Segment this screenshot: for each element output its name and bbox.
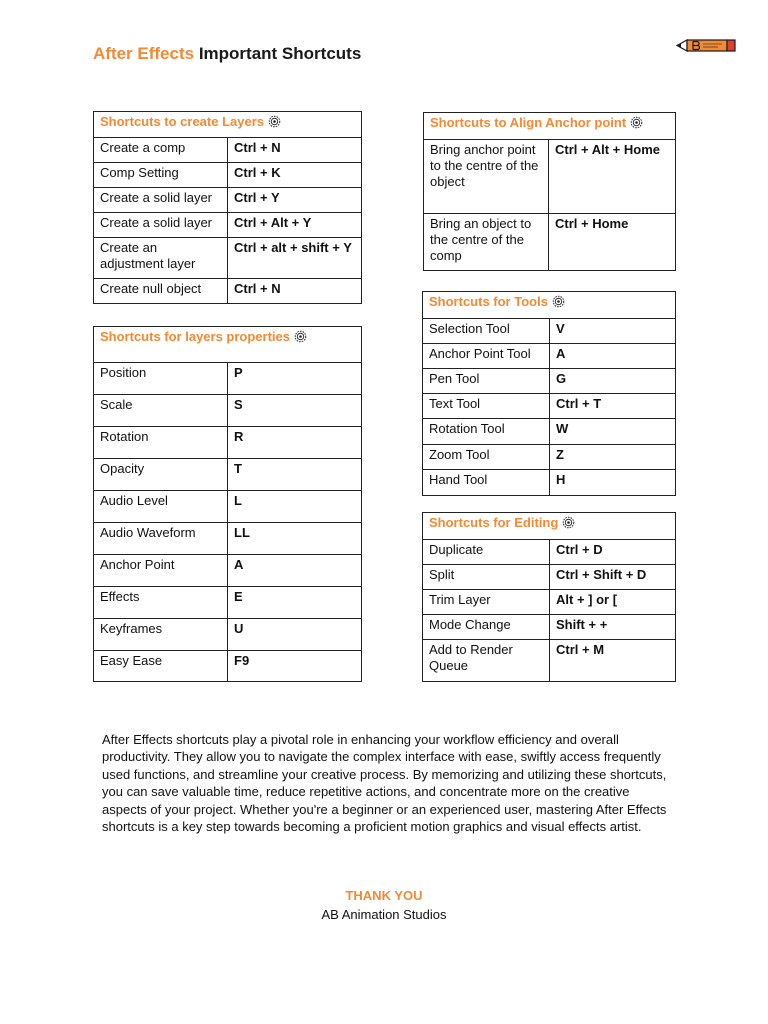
gear-icon (630, 116, 643, 129)
table-heading: Shortcuts for Tools (423, 292, 676, 319)
tools-shortcut-table (422, 291, 676, 496)
gear-icon (562, 516, 575, 529)
shortcut-label: Split (423, 565, 550, 590)
shortcut-key: W (550, 419, 676, 445)
shortcut-label: Create null object (94, 279, 228, 304)
shortcut-label: Rotation (94, 427, 228, 459)
shortcut-label: Duplicate (423, 540, 550, 565)
shortcut-label: Effects (94, 587, 228, 619)
table-heading: Shortcuts to Align Anchor point (424, 113, 676, 140)
description-paragraph: After Effects shortcuts play a pivotal role in enhancing your workflow efficiency and overall productivity. They allow you to navigate the complex interface with ease, swiftly access frequently used functions, and streamline your creative process. By memorizing and utilizing these shortcuts, you can save valuable time, reduce repetitive actions, and concentrate more on the creative aspects of your project. Whether you're a beginner or an experienced user, mastering After Effects shortcuts is a key step towards becoming a proficient motion graphics and visual effects artist. (102, 732, 667, 835)
thank-you-heading: THANK YOU (345, 888, 423, 903)
shortcut-key: Ctrl + N (228, 279, 362, 304)
shortcut-key: Ctrl + Home (549, 214, 676, 271)
shortcut-key: Ctrl + D (550, 540, 676, 565)
shortcut-key: Ctrl + T (550, 394, 676, 419)
studio-name: AB Animation Studios (321, 907, 447, 922)
shortcut-key: S (228, 395, 362, 427)
shortcut-key: P (228, 363, 362, 395)
shortcut-key: F9 (228, 651, 362, 682)
gear-icon (268, 115, 281, 128)
shortcut-key: Ctrl + Alt + Y (228, 213, 362, 238)
shortcut-key: Ctrl + M (550, 640, 676, 682)
title-rest: Important Shortcuts (198, 44, 362, 63)
shortcut-key: L (228, 491, 362, 523)
shortcut-label: Anchor Point (94, 555, 228, 587)
anchor-shortcut-table (423, 112, 676, 271)
shortcut-label: Zoom Tool (423, 445, 550, 470)
shortcut-label: Easy Ease (94, 651, 228, 682)
shortcut-label: Create a solid layer (94, 213, 228, 238)
shortcut-key: Ctrl + N (228, 138, 362, 163)
editing-shortcut-table (422, 512, 676, 682)
shortcut-key: G (550, 369, 676, 394)
shortcut-key: H (550, 470, 676, 496)
table-heading: Shortcuts to create Layers (94, 112, 362, 138)
shortcut-label: Text Tool (423, 394, 550, 419)
shortcut-key: LL (228, 523, 362, 555)
shortcut-label: Selection Tool (423, 319, 550, 344)
shortcut-key: A (228, 555, 362, 587)
shortcut-label: Create a solid layer (94, 188, 228, 213)
shortcut-key: Z (550, 445, 676, 470)
gear-icon (294, 330, 307, 343)
shortcut-key: T (228, 459, 362, 491)
table-heading: Shortcuts for layers properties (94, 327, 362, 363)
shortcut-label: Add to Render Queue (423, 640, 550, 682)
shortcut-label: Mode Change (423, 615, 550, 640)
title-accent: After Effects (93, 44, 195, 63)
shortcut-label: Rotation Tool (423, 419, 550, 445)
shortcut-label: Scale (94, 395, 228, 427)
shortcut-label: Create an adjustment layer (94, 238, 228, 279)
layers-shortcut-table (93, 111, 362, 304)
shortcut-key: V (550, 319, 676, 344)
shortcut-key: Ctrl + Y (228, 188, 362, 213)
shortcut-key: E (228, 587, 362, 619)
shortcut-label: Keyframes (94, 619, 228, 651)
shortcut-label: Hand Tool (423, 470, 550, 496)
gear-icon (552, 295, 565, 308)
shortcut-label: Audio Waveform (94, 523, 228, 555)
shortcut-label: Bring anchor point to the centre of the object (424, 140, 549, 214)
shortcut-key: U (228, 619, 362, 651)
shortcut-key: R (228, 427, 362, 459)
shortcut-key: Ctrl + Shift + D (550, 565, 676, 590)
shortcut-key: Ctrl + K (228, 163, 362, 188)
shortcut-label: Comp Setting (94, 163, 228, 188)
shortcut-label: Opacity (94, 459, 228, 491)
shortcut-key: Alt + ] or [ (550, 590, 676, 615)
shortcut-key: A (550, 344, 676, 369)
shortcut-label: Position (94, 363, 228, 395)
shortcut-label: Trim Layer (423, 590, 550, 615)
pencil-logo-icon (676, 38, 736, 53)
shortcut-key: Shift + + (550, 615, 676, 640)
shortcut-label: Anchor Point Tool (423, 344, 550, 369)
table-heading: Shortcuts for Editing (423, 513, 676, 540)
shortcut-label: Pen Tool (423, 369, 550, 394)
shortcut-label: Bring an object to the centre of the comp (424, 214, 549, 271)
shortcut-label: Audio Level (94, 491, 228, 523)
page-title (93, 44, 361, 64)
shortcut-key: Ctrl + Alt + Home (549, 140, 676, 214)
properties-shortcut-table (93, 326, 362, 682)
shortcut-key: Ctrl + alt + shift + Y (228, 238, 362, 279)
shortcut-label: Create a comp (94, 138, 228, 163)
